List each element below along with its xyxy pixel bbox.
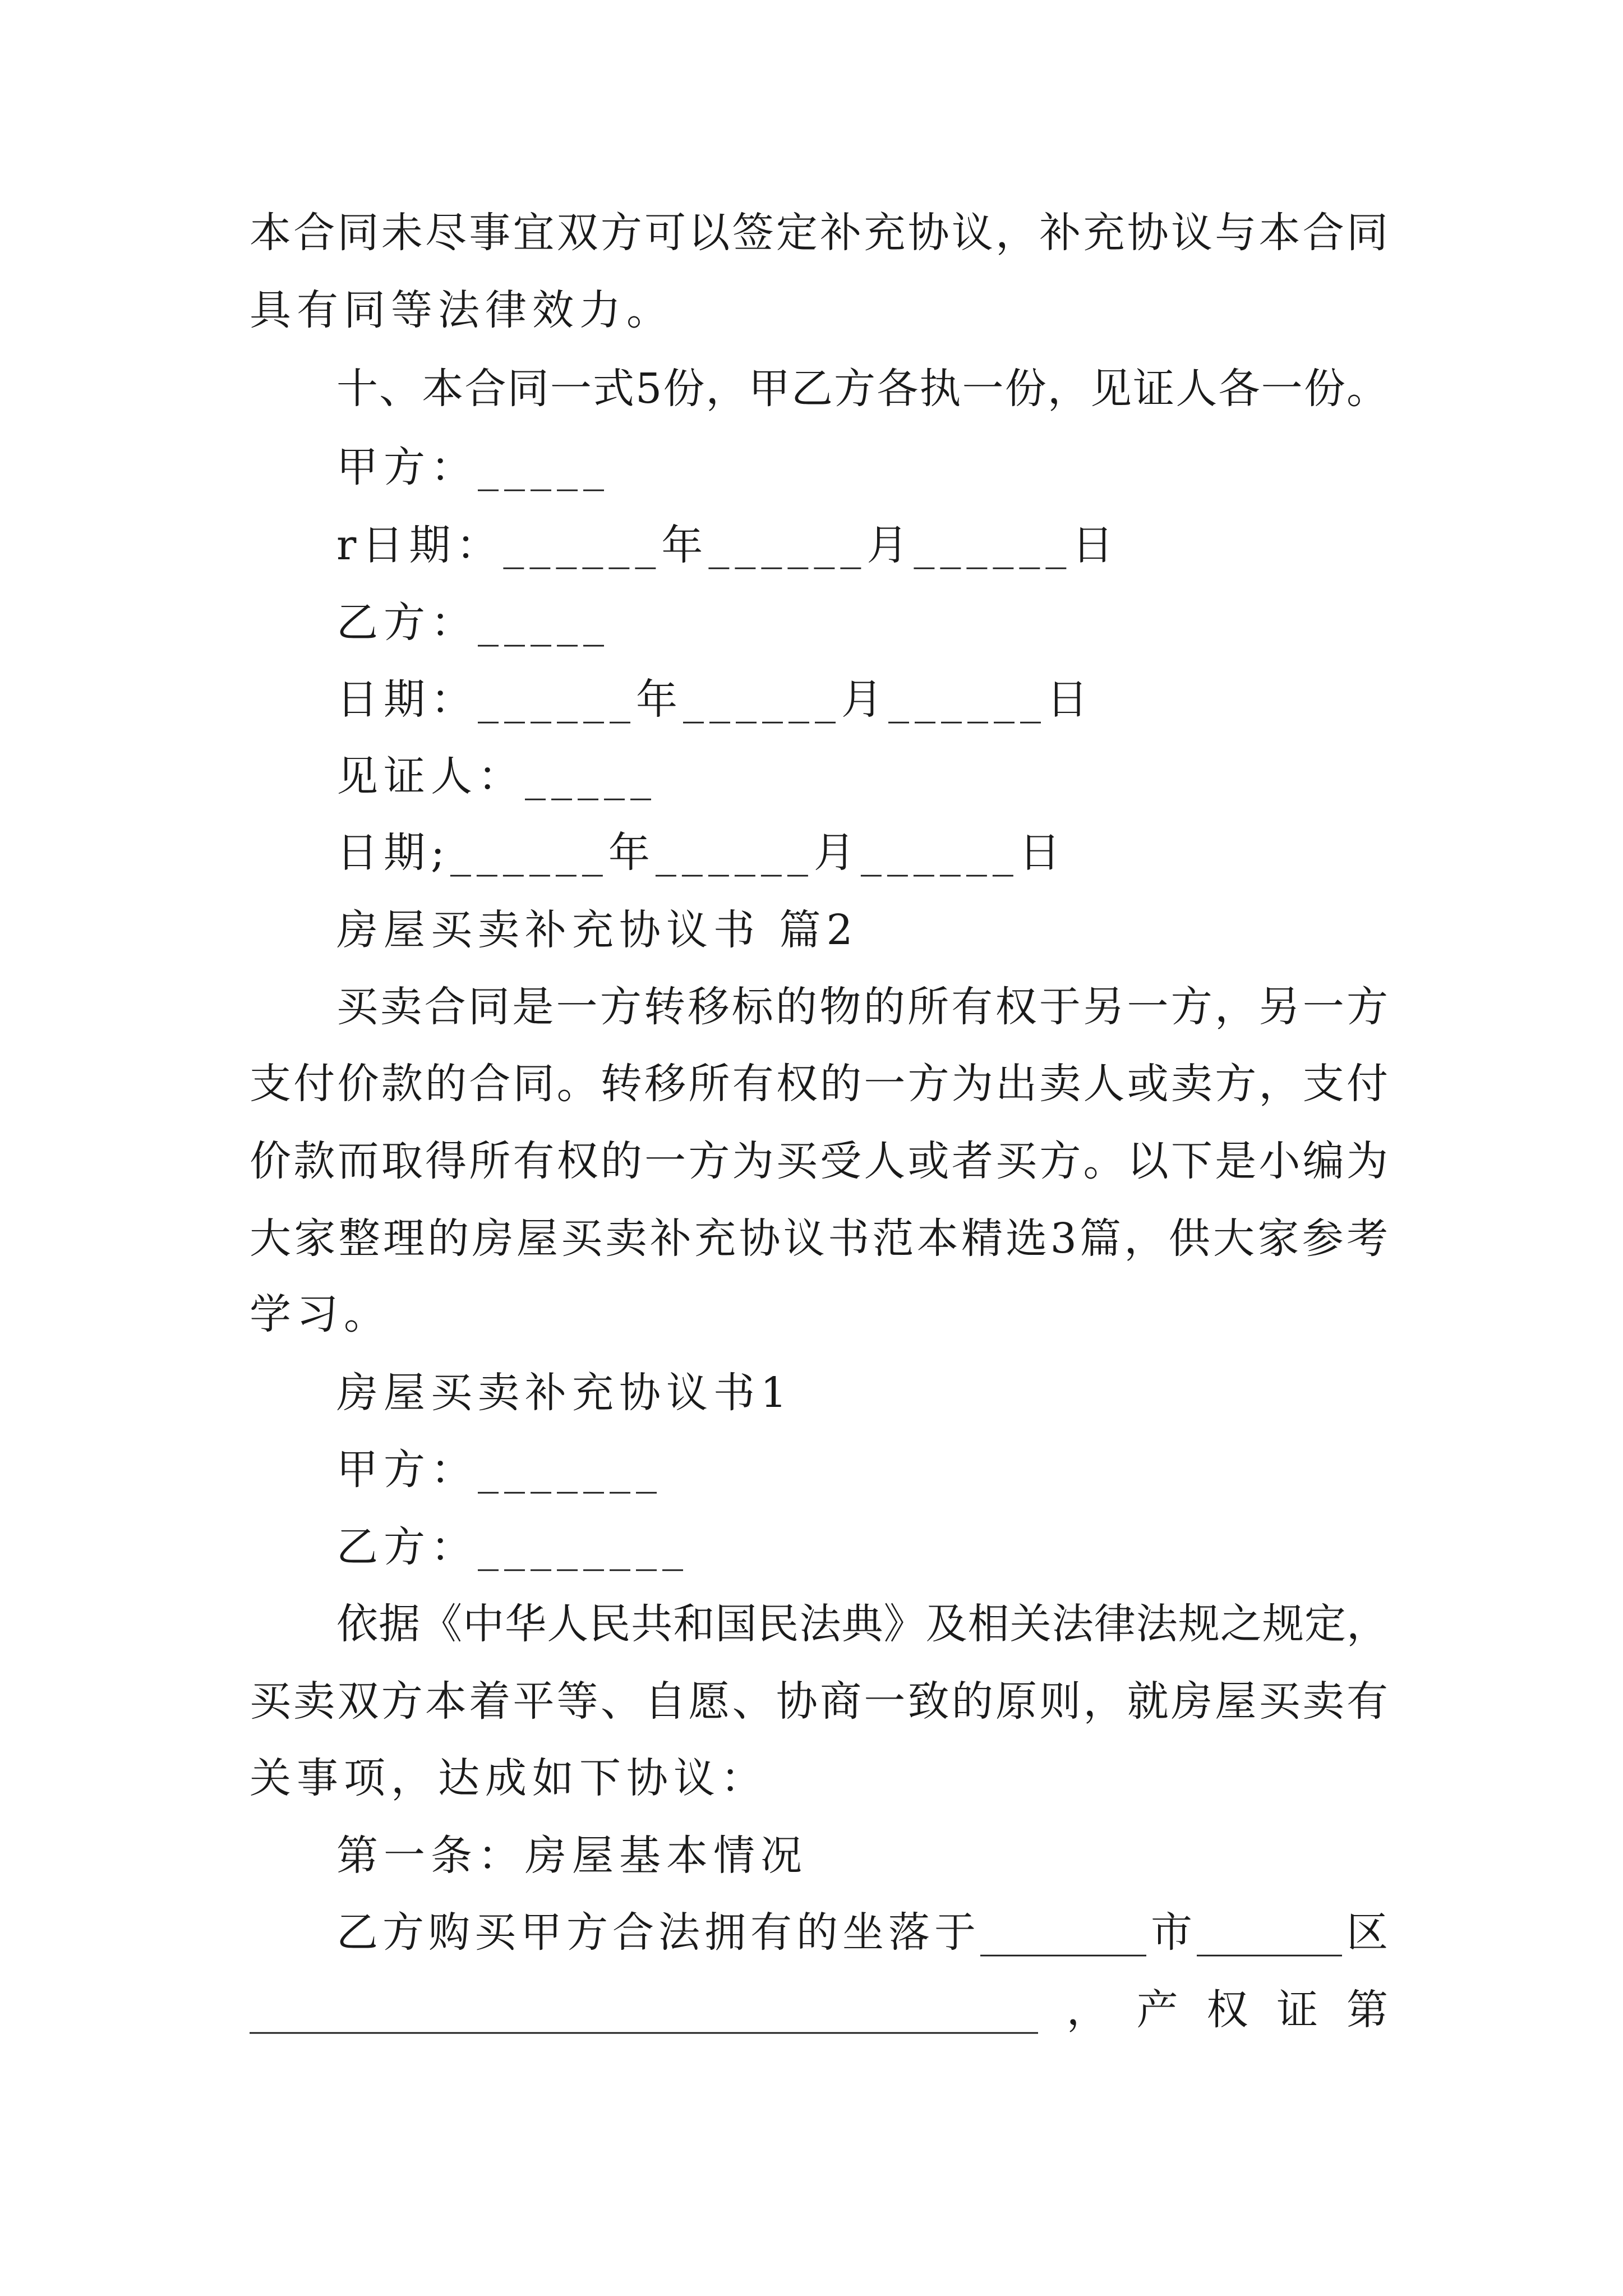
body-text-line: 依据《中华人民共和国民法典》及相关法律法规之规定， <box>336 1600 1388 1648</box>
body-text-line: 乙方购买甲方合法拥有的坐落于________市_______区 <box>336 1908 1388 1957</box>
party-b-signature-line: 乙方：_____ <box>336 599 610 647</box>
body-text-line: 关事项，达成如下协议： <box>250 1754 768 1802</box>
body-text-line: 买卖双方本着平等、自愿、协商一致的原则，就房屋买卖有 <box>250 1677 1388 1726</box>
body-text-line: 本合同未尽事宜双方可以签定补充协议，补充协议与本合同 <box>250 209 1388 257</box>
body-text-line: 学习。 <box>250 1290 391 1338</box>
body-text-line: 买卖合同是一方转移标的物的所有权于另一方，另一方 <box>336 983 1388 1031</box>
article-one-heading: 第一条：房屋基本情况 <box>336 1832 808 1880</box>
body-text-line: 支付价款的合同。转移所有权的一方为出卖人或卖方，支付 <box>250 1060 1388 1108</box>
party-a-line: 甲方：_______ <box>336 1446 662 1494</box>
agreement-title: 房屋买卖补充协议书1 <box>336 1369 793 1417</box>
witness-signature-line: 见证人：_____ <box>336 752 657 800</box>
party-b-line: 乙方：________ <box>336 1523 689 1571</box>
party-b-date-line: 日期：______年______月______日 <box>336 675 1094 724</box>
witness-date-line: 日期;______年______月______日 <box>336 829 1066 877</box>
clause-ten-line: 十、本合同一式5份，甲乙方各执一份，见证人各一份。 <box>336 365 1388 413</box>
body-text-line: 价款而取得所有权的一方为买受人或者买方。以下是小编为 <box>250 1137 1388 1185</box>
party-a-date-line: r日期：______年______月______日 <box>336 521 1119 569</box>
body-text-line: ______________________________________，产权证第 <box>250 1986 1388 2034</box>
body-text-line: 大家整理的房屋买卖补充协议书范本精选3篇，供大家参考 <box>250 1214 1388 1263</box>
section-heading-part-2: 房屋买卖补充协议书 篇2 <box>336 906 859 954</box>
body-text-line: 具有同等法律效力。 <box>250 286 674 334</box>
party-a-signature-line: 甲方：_____ <box>336 443 610 491</box>
